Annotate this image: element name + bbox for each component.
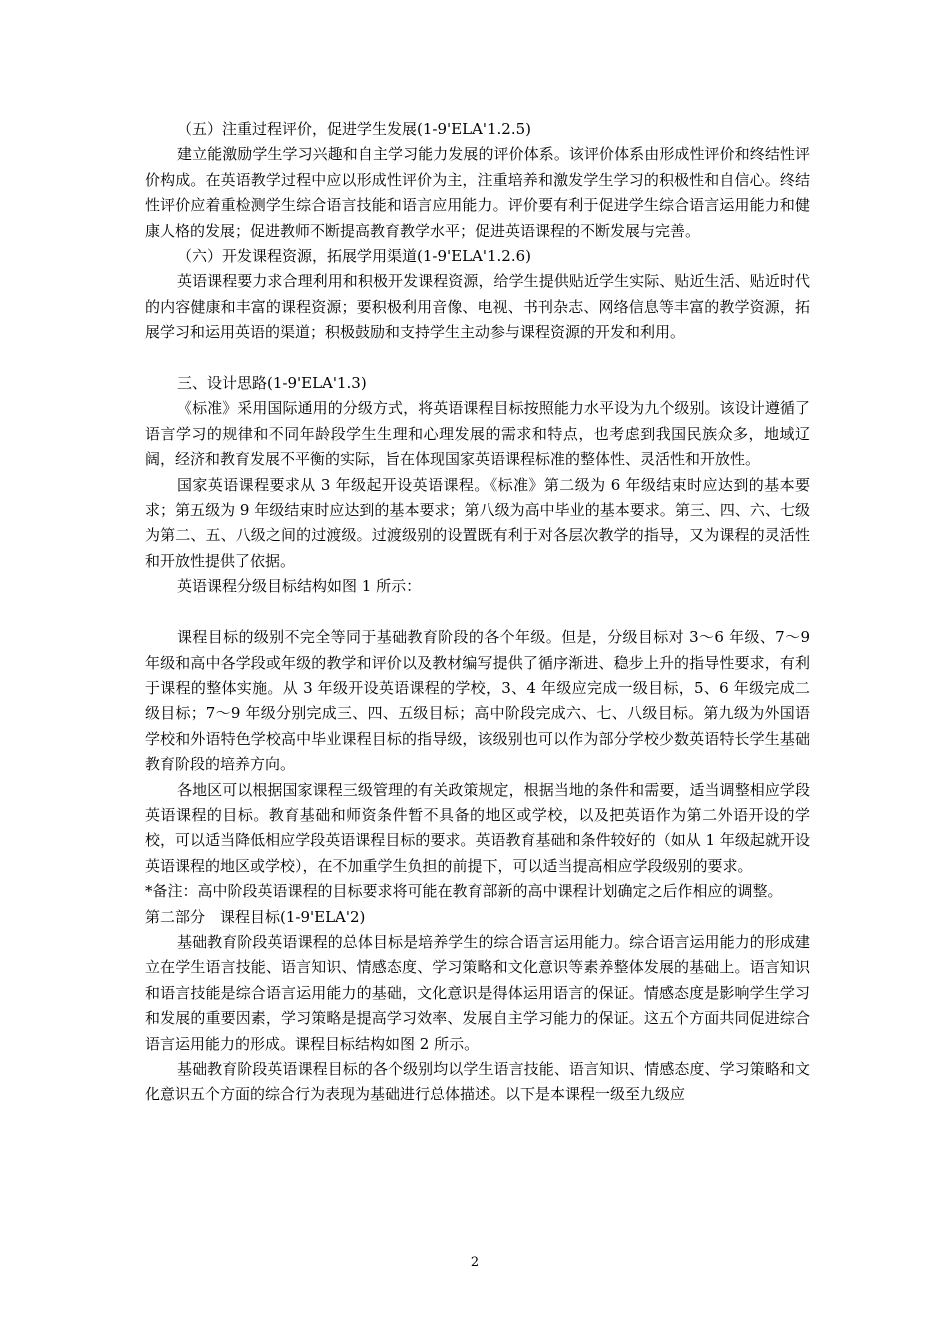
part-two-heading: 第二部分 课程目标(1-9'ELA'2) [145,907,366,926]
section-heading-design: 三、设计思路(1-9'ELA'1.3) [177,374,367,393]
section-heading-6: （六）开发课程资源，拓展学用渠道(1-9'ELA'1.2.6) [177,247,532,266]
paragraph-figure-1-ref: 英语课程分级目标结构如图 1 所示： [177,577,422,596]
note-high-school: *备注：高中阶段英语课程的目标要求将可能在教育部新的高中课程计划确定之后作相应的调整。 [145,882,783,901]
paragraph-level-description: 基础教育阶段英语课程目标的各个级别均以学生语言技能、语言知识、情感态度、学习策略和文化意识五个方面的综合行为表现为基础进行总体描述。以下是本课程一级至九级应 [145,1060,810,1104]
page-number: 2 [470,1255,480,1270]
paragraph-regional-adjustment: 各地区可以根据国家课程三级管理的有关政策规定，根据当地的条件和需要，适当调整相应学段英语课程的目标。教育基础和师资条件暂不具备的地区或学校，以及把英语作为第二外语开设的学校，可以适当降低相应学段英语课程目标的要求。英语教育基础和条件较好的（如从 1 年级起就开设英语课程的地区或学校），在不加重学生负担的前提下，可以适当提高相应学段级别的要求。 [145,780,810,875]
blank-line [145,346,810,371]
document-body [145,117,810,1108]
paragraph-resources: 英语课程要力求合理利用和积极开发课程资源，给学生提供贴近学生实际、贴近生活、贴近时代的内容健康和丰富的课程资源；要积极利用音像、电视、书刊杂志、网络信息等丰富的教学资源，拓展学习和运用英语的渠道；积极鼓励和支持学生主动参与课程资源的开发和利用。 [145,272,810,342]
section-heading-5: （五）注重过程评价，促进学生发展(1-9'ELA'1.2.5) [177,120,532,138]
paragraph-standard-levels: 《标准》采用国际通用的分级方式，将英语课程目标按照能力水平设为九个级别。该设计遵循了语言学习的规律和不同年龄段学生生理和心理发展的需求和特点，也考虑到我国民族众多，地域辽阔，经济和教育发展不平衡的实际，旨在体现国家英语课程标准的整体性、灵活性和开放性。 [145,399,810,469]
blank-line [145,600,810,625]
paragraph-evaluation: 建立能激励学生学习兴趣和自主学习能力发展的评价体系。该评价体系由形成性评价和终结性评价构成。在英语教学过程中应以形成性评价为主，注重培养和激发学生学习的积极性和自信心。终结性评价应着重检测学生综合语言技能和语言应用能力。评价要有利于促进学生综合语言运用能力和健康人格的发展；促进教师不断提高教育教学水平；促进英语课程的不断发展与完善。 [145,145,810,240]
paragraph-grade-requirements: 国家英语课程要求从 3 年级起开设英语课程。《标准》第二级为 6 年级结束时应达到的基本要求；第五级为 9 年级结束时应达到的基本要求；第八级为高中毕业的基本要求。第三、四、六、七级为第二、五、八级之间的过渡级。过渡级别的设置既有利于对各层次教学的指导，又为课程的灵活性和开放性提供了依据。 [145,475,810,570]
paragraph-overall-goal: 基础教育阶段英语课程的总体目标是培养学生的综合语言运用能力。综合语言运用能力的形成建立在学生语言技能、语言知识、情感态度、学习策略和文化意识等素养整体发展的基础上。语言知识和语言技能是综合语言运用能力的基础，文化意识是得体运用语言的保证。情感态度是影响学生学习和发展的重要因素，学习策略是提高学习效率、发展自主学习能力的保证。这五个方面共同促进综合语言运用能力的形成。课程目标结构如图 2 所示。 [145,932,810,1053]
paragraph-level-vs-grade: 课程目标的级别不完全等同于基础教育阶段的各个年级。但是，分级目标对 3～6 年级、7～9 年级和高中各学段或年级的教学和评价以及教材编写提供了循序渐进、稳步上升的指导性要求，有利于课程的整体实施。从 3 年级开设英语课程的学校，3、4 年级应完成一级目标，5、6 年级完成二级目标；7～9 年级分别完成三、四、五级目标；高中阶段完成六、七、八级目标。第九级为外国语学校和外语特色学校高中毕业课程目标的指导级，该级别也可以作为部分学校少数英语特长学生基础教育阶段的培养方向。 [145,628,810,774]
